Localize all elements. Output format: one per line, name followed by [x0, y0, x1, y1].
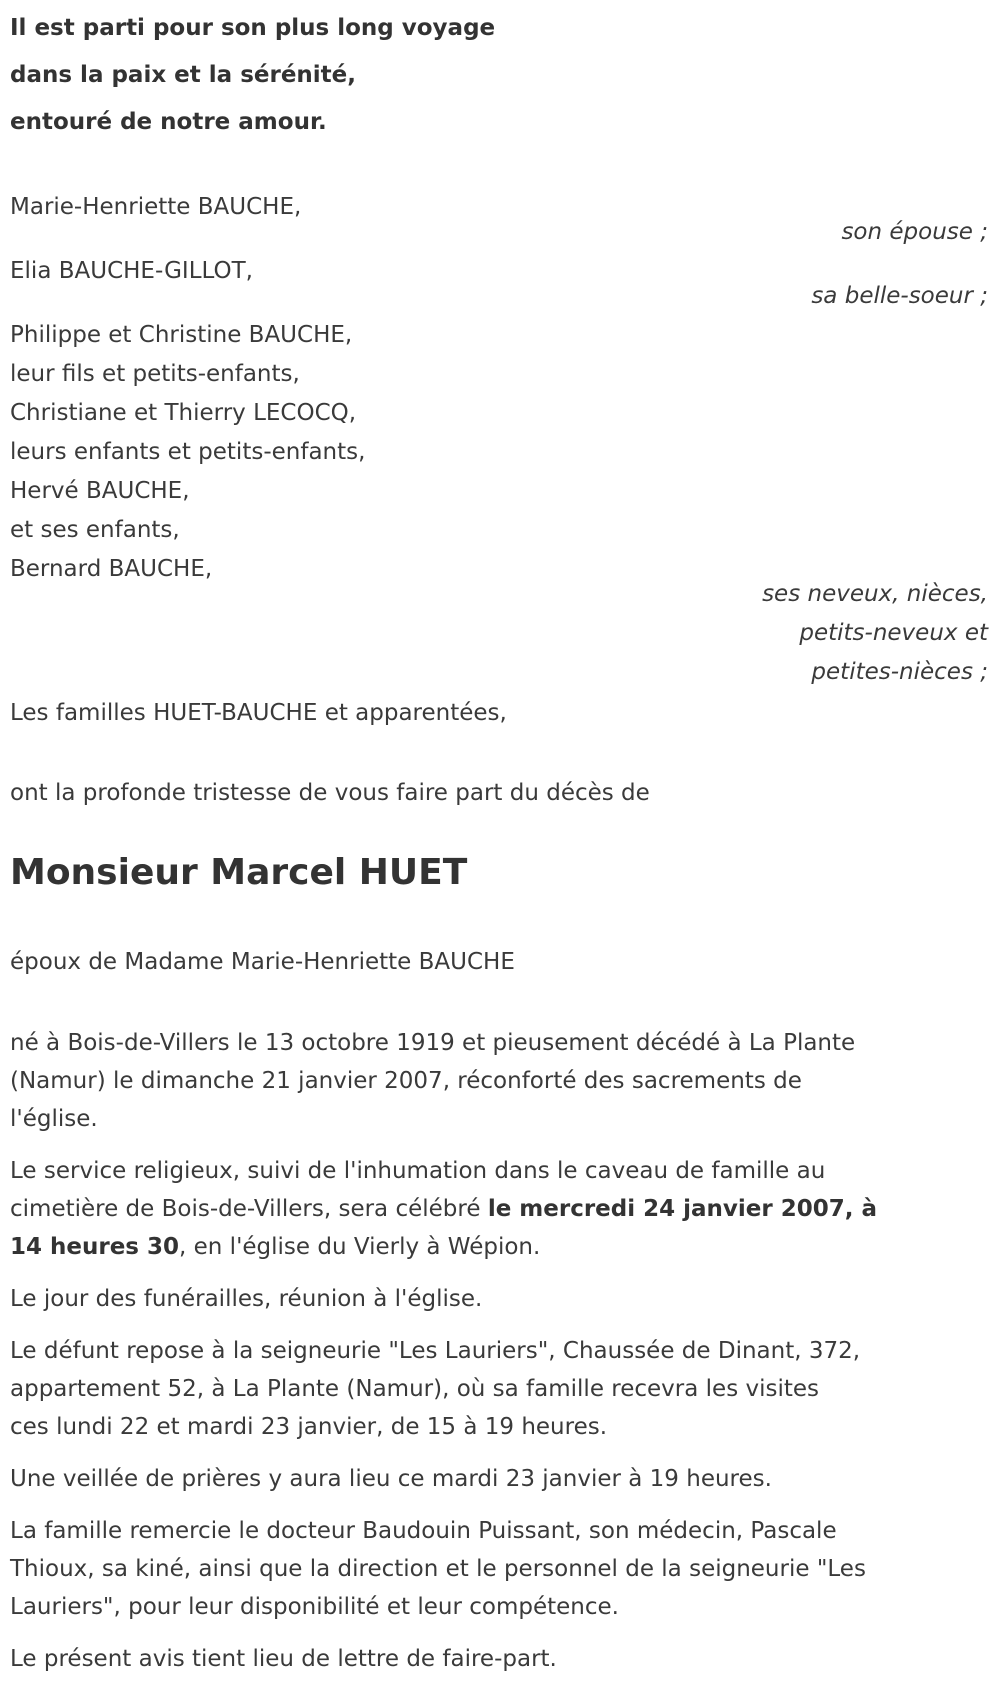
paragraph-line — [10, 1228, 988, 1266]
family-name-line: Marie-Henriette BAUCHE, — [10, 194, 302, 220]
paragraph-line — [10, 1190, 988, 1228]
paragraph-line — [10, 1062, 988, 1100]
text-segment: né à Bois-de-Villers le 13 octobre 1919 et pieusement décédé à La Plante — [10, 1030, 856, 1056]
family-name-line: Philippe et Christine BAUCHE, — [10, 322, 353, 348]
page-title-deceased-name: Monsieur Marcel HUET — [10, 852, 468, 893]
family-relation-line: ses neveux, nièces, — [762, 581, 988, 607]
announcement-intro: ont la profonde tristesse de vous faire part du décès de — [10, 780, 650, 806]
family-list — [10, 188, 988, 692]
families-line: Les familles HUET-BAUCHE et apparentées, — [10, 700, 507, 726]
bold-text-segment: 14 heures 30 — [10, 1234, 180, 1260]
paragraph-line — [10, 1280, 988, 1318]
opening-verse — [10, 5, 988, 146]
family-name-line: et ses enfants, — [10, 517, 180, 543]
paragraph — [10, 1640, 988, 1678]
paragraph-line — [10, 1640, 988, 1678]
paragraph-line — [10, 1370, 988, 1408]
text-segment: Une veillée de prières y aura lieu ce mardi 23 janvier à 19 heures. — [10, 1466, 772, 1492]
family-name-line: leurs enfants et petits-enfants, — [10, 439, 366, 465]
paragraph-line — [10, 1588, 988, 1626]
paragraph-line — [10, 1100, 988, 1138]
family-name-line: Hervé BAUCHE, — [10, 478, 190, 504]
text-segment: Le présent avis tient lieu de lettre de faire-part. — [10, 1646, 557, 1672]
paragraph — [10, 1512, 988, 1626]
opening-line: dans la paix et la sérénité, — [10, 62, 357, 88]
text-segment: Le service religieux, suivi de l'inhumation dans le caveau de famille au — [10, 1158, 826, 1184]
paragraph-line — [10, 1550, 988, 1588]
paragraph-line — [10, 1024, 988, 1062]
paragraph-line — [10, 1460, 988, 1498]
family-relation-line: sa belle-soeur ; — [811, 283, 988, 309]
paragraph — [10, 1460, 988, 1498]
family-name-line: Christiane et Thierry LECOCQ, — [10, 400, 357, 426]
paragraph-line — [10, 1152, 988, 1190]
family-relation-line: petites-nièces ; — [811, 659, 988, 685]
paragraph — [10, 1152, 988, 1266]
text-segment: appartement 52, à La Plante (Namur), où sa famille recevra les visites — [10, 1376, 820, 1402]
family-name-line: Bernard BAUCHE, — [10, 556, 213, 582]
paragraph — [10, 1280, 988, 1318]
text-segment: l'église. — [10, 1106, 98, 1132]
notice-body — [10, 1024, 988, 1678]
paragraph — [10, 1332, 988, 1446]
text-segment: Le jour des funérailles, réunion à l'église. — [10, 1286, 483, 1312]
paragraph — [10, 1024, 988, 1138]
family-name-line: leur fils et petits-enfants, — [10, 361, 300, 387]
text-segment: ces lundi 22 et mardi 23 janvier, de 15 à 19 heures. — [10, 1414, 608, 1440]
spouse-line: époux de Madame Marie-Henriette BAUCHE — [10, 949, 515, 975]
paragraph-line — [10, 1332, 988, 1370]
opening-line: Il est parti pour son plus long voyage — [10, 15, 496, 41]
family-relation-line: son épouse ; — [841, 219, 988, 245]
bold-text-segment: le mercredi 24 janvier 2007, à — [487, 1196, 878, 1222]
text-segment: cimetière de Bois-de-Villers, sera célébré — [10, 1196, 488, 1222]
family-relation-line: petits-neveux et — [799, 620, 988, 646]
opening-line: entouré de notre amour. — [10, 109, 327, 135]
text-segment: Lauriers", pour leur disponibilité et leur compétence. — [10, 1594, 619, 1620]
text-segment: Le défunt repose à la seigneurie "Les Lauriers", Chaussée de Dinant, 372, — [10, 1338, 861, 1364]
text-segment: (Namur) le dimanche 21 janvier 2007, réconforté des sacrements de — [10, 1068, 802, 1094]
text-segment: La famille remercie le docteur Baudouin Puissant, son médecin, Pascale — [10, 1518, 837, 1544]
text-segment: Thioux, sa kiné, ainsi que la direction et le personnel de la seigneurie "Les — [10, 1556, 866, 1582]
family-name-line: Elia BAUCHE-GILLOT, — [10, 258, 253, 284]
paragraph-line — [10, 1512, 988, 1550]
text-segment: , en l'église du Vierly à Wépion. — [179, 1234, 541, 1260]
paragraph-line — [10, 1408, 988, 1446]
